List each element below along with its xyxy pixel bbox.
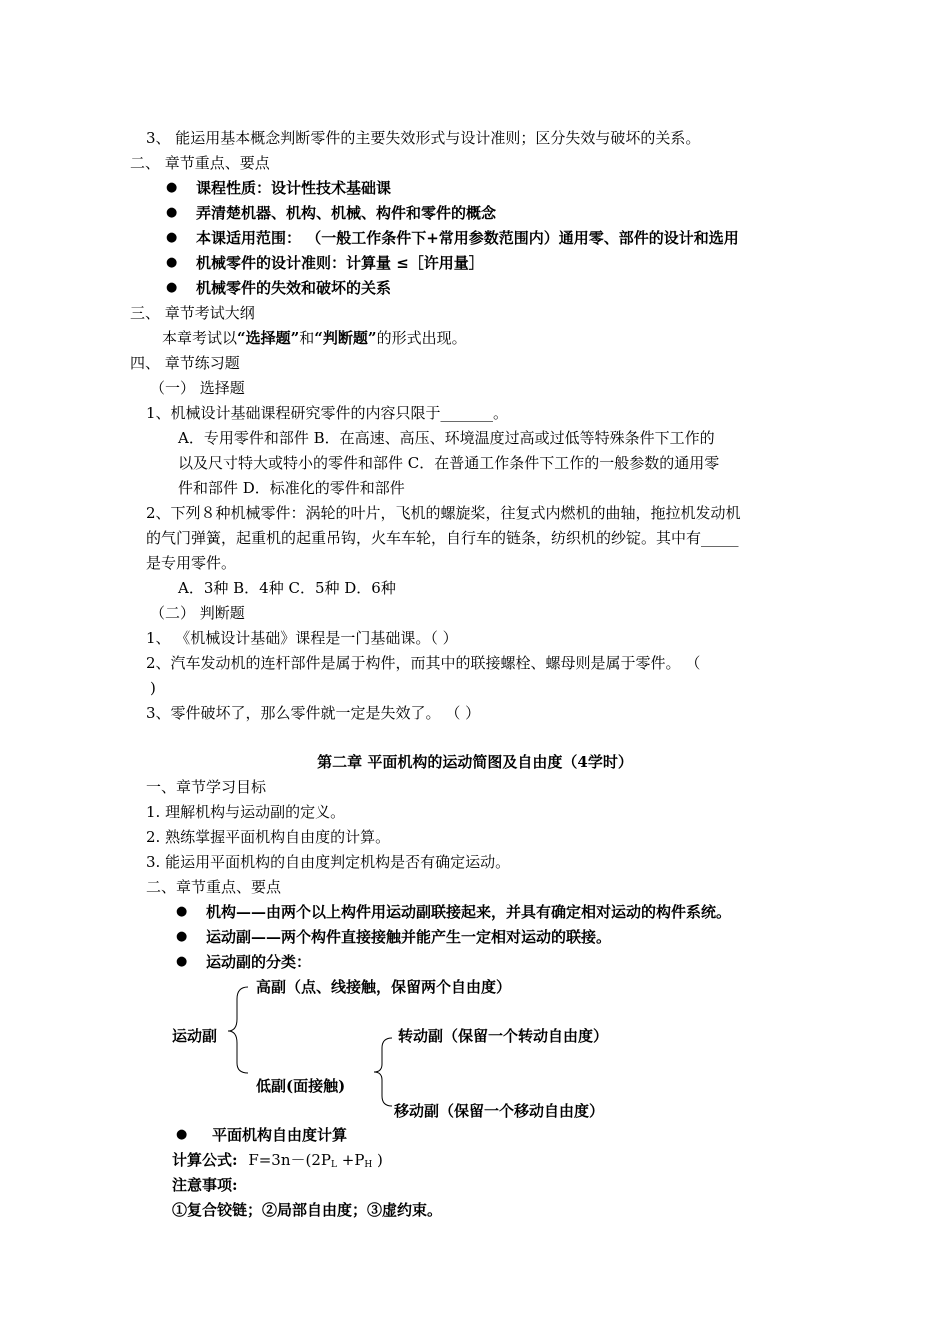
brace-icon xyxy=(372,1036,398,1108)
chapter-2-key-point-2: 运动副——两个构件直接接触并能产生一定相对运动的联接。 xyxy=(206,928,612,946)
chapter-2-goals-title: 一、章节学习目标 xyxy=(146,778,267,796)
key-point-3: 本课适用范围： （一般工作条件下+常用参数范围内）通用零、部件的设计和选用 xyxy=(196,229,739,247)
exam-text-1: 本章考试以 xyxy=(162,329,238,347)
chapter-2-goal-1: 1. 理解机构与运动副的定义。 xyxy=(146,803,346,821)
key-point-2: 弄清楚机器、机构、机械、构件和零件的概念 xyxy=(196,204,497,222)
goal-3: 3、 能运用基本概念判断零件的主要失效形式与设计准则；区分失效与破坏的关系。 xyxy=(146,129,701,147)
exam-text-2: 和 xyxy=(299,329,315,347)
notes-label: 注意事项: xyxy=(172,1176,238,1194)
bullet-icon: ● xyxy=(166,230,178,245)
question-2-options: A．3种 B．4种 C．5种 D．6种 xyxy=(178,579,396,597)
formula-plus: +P xyxy=(336,1151,365,1169)
bullet-icon: ● xyxy=(166,280,178,295)
high-pair-label: 高副（点、线接触，保留两个自由度） xyxy=(256,978,512,996)
notes-content: ①复合铰链；②局部自由度；③虚约束。 xyxy=(172,1201,443,1219)
formula-main: F=3n－(2P xyxy=(248,1151,331,1169)
revolute-pair-label: 转动副（保留一个转动自由度） xyxy=(398,1027,609,1045)
exam-choice-term: “选择题” xyxy=(237,329,300,347)
bullet-icon: ● xyxy=(176,929,188,944)
section-exercises-title: 四、 章节练习题 xyxy=(130,354,240,372)
question-1-options-line-2: 以及尺寸特大或特小的零件和部件 C．在普通工作条件下工作的一般参数的通用零 xyxy=(178,454,720,472)
section-key-points-title: 二、 章节重点、要点 xyxy=(130,154,270,172)
bullet-icon: ● xyxy=(176,1127,188,1142)
true-false-3: 3、零件破坏了，那么零件就一定是失效了。 （ ） xyxy=(146,704,481,722)
key-point-4: 机械零件的设计准则：计算量 ≤［许用量］ xyxy=(196,254,484,272)
question-1-options-line-1: A．专用零件和部件 B．在高速、高压、环境温度过高或过低等特殊条件下工作的 xyxy=(178,429,715,447)
chapter-2-key-point-1: 机构——由两个以上构件用运动副联接起来，并具有确定相对运动的构件系统。 xyxy=(206,903,732,921)
formula-sub-l: L xyxy=(331,1160,337,1170)
bullet-icon: ● xyxy=(166,205,178,220)
bullet-icon: ● xyxy=(176,954,188,969)
bullet-icon: ● xyxy=(166,180,178,195)
true-false-2-close: ) xyxy=(150,679,156,697)
formula-label: 计算公式: xyxy=(172,1151,238,1169)
formula-line xyxy=(172,1150,383,1175)
formula-close: ) xyxy=(372,1151,383,1169)
formula-sub-h: H xyxy=(364,1160,373,1170)
chapter-2-goal-2: 2. 熟练掌握平面机构自由度的计算。 xyxy=(146,828,391,846)
chapter-2-goal-3: 3. 能运用平面机构的自由度判定机构是否有确定运动。 xyxy=(146,853,511,871)
exam-judge-term: “判断题” xyxy=(314,329,377,347)
question-1-options-line-3: 件和部件 D．标准化的零件和部件 xyxy=(178,479,405,497)
low-pair-label: 低副(面接触) xyxy=(256,1077,346,1095)
true-false-title: （二） 判断题 xyxy=(150,604,245,622)
exam-text-3: 的形式出现。 xyxy=(376,329,467,347)
prismatic-pair-label: 移动副（保留一个移动自由度） xyxy=(394,1102,605,1120)
question-2-stem-line-3: 是专用零件。 xyxy=(146,554,237,572)
question-1-stem: 1、机械设计基础课程研究零件的内容只限于_______。 xyxy=(146,404,509,422)
bullet-icon: ● xyxy=(166,255,178,270)
key-point-1: 课程性质：设计性技术基础课 xyxy=(196,179,392,197)
question-2-stem-line-1: 2、下列８种机械零件：涡轮的叶片，飞机的螺旋桨，往复式内燃机的曲轴，拖拉机发动机 xyxy=(146,504,741,522)
true-false-1: 1、 《机械设计基础》课程是一门基础课。（ ） xyxy=(146,629,458,647)
brace-icon xyxy=(226,985,256,1075)
section-exam-title: 三、 章节考试大纲 xyxy=(130,304,255,322)
true-false-2: 2、汽车发动机的连杆部件是属于构件，而其中的联接螺栓、螺母则是属于零件。 （ xyxy=(146,654,701,672)
chapter-2-key-points-title: 二、章节重点、要点 xyxy=(146,878,282,896)
question-2-stem-line-2: 的气门弹簧，起重机的起重吊钩，火车车轮，自行车的链条，纺织机的纱锭。其中有_____ xyxy=(146,529,739,547)
multiple-choice-title: （一） 选择题 xyxy=(150,379,245,397)
key-point-5: 机械零件的失效和破坏的关系 xyxy=(196,279,392,297)
dof-title: 平面机构自由度计算 xyxy=(212,1126,348,1144)
bullet-icon: ● xyxy=(176,904,188,919)
kinematic-pair-root: 运动副 xyxy=(172,1027,218,1045)
chapter-2-key-point-3: 运动副的分类： xyxy=(206,953,312,971)
exam-description xyxy=(162,328,467,348)
chapter-2-title: 第二章 平面机构的运动简图及自由度（4学时） xyxy=(317,753,633,771)
